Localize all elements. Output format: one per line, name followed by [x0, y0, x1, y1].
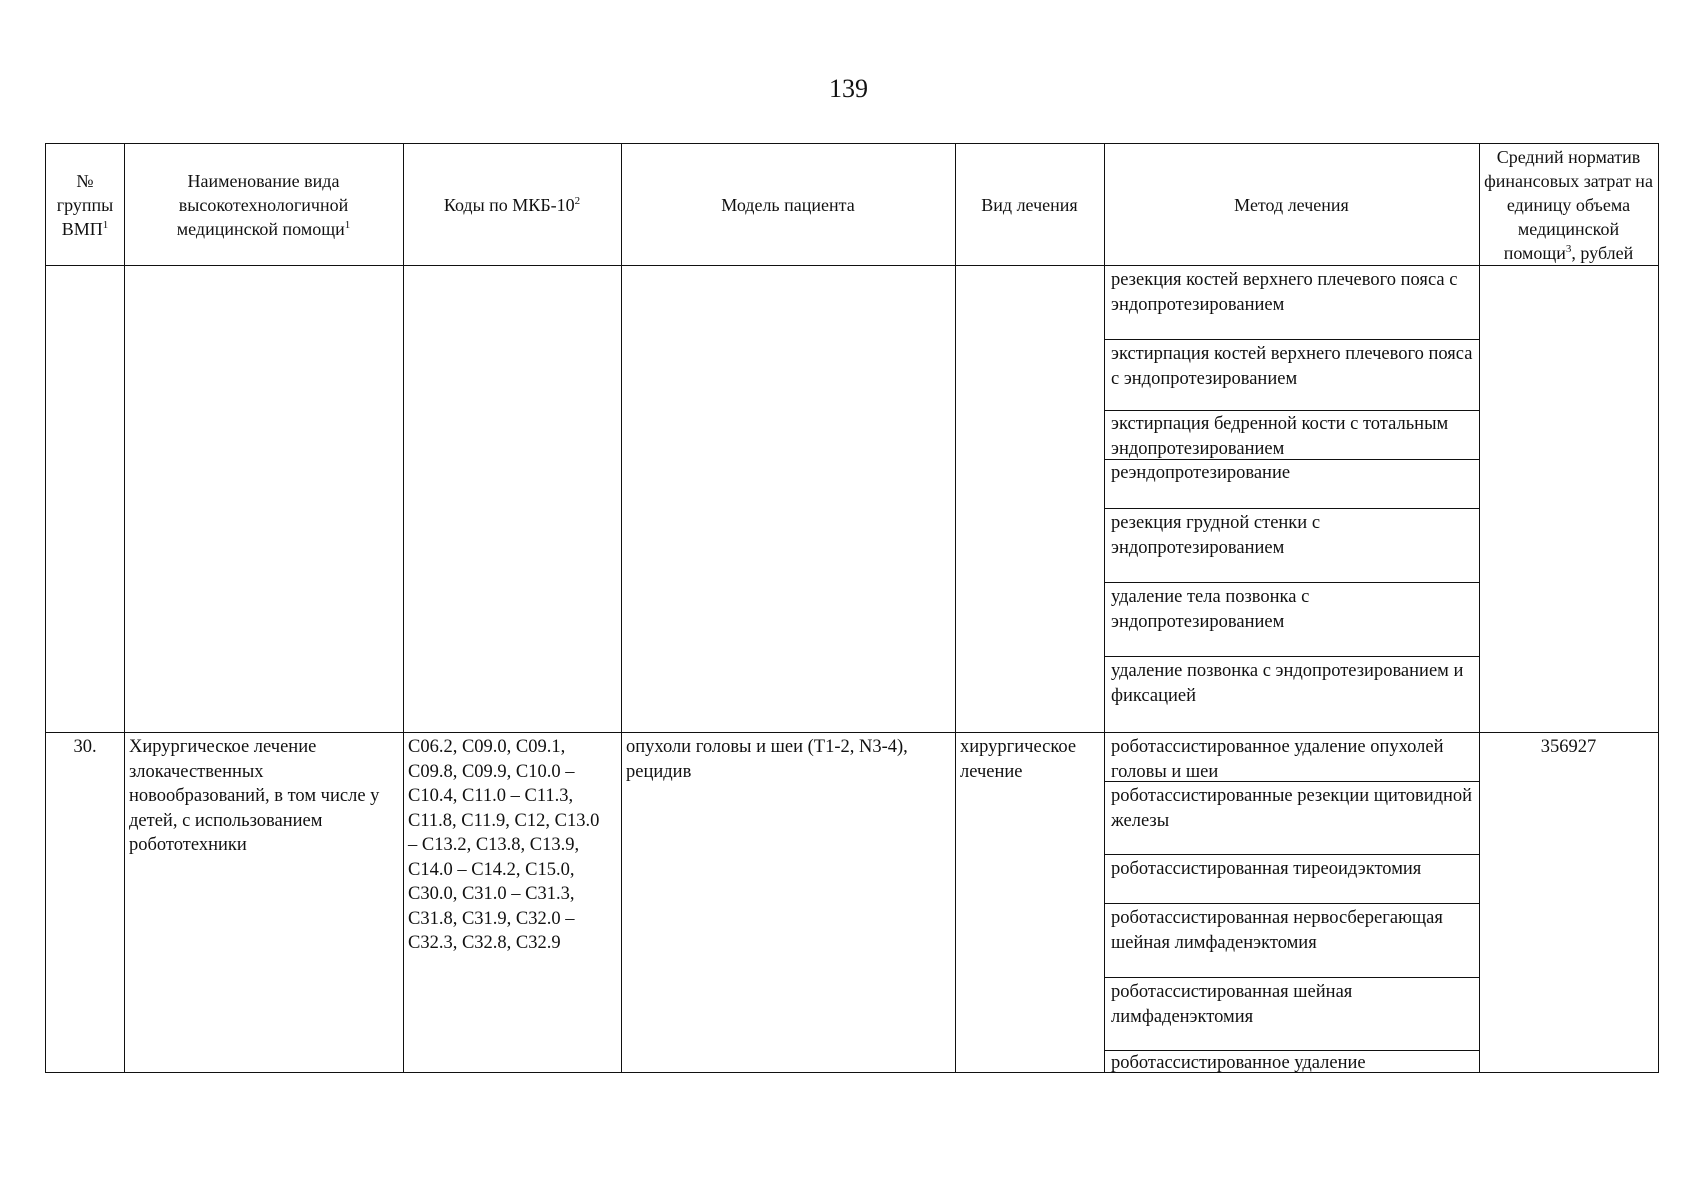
header-average-cost-unit: , рублей [1571, 243, 1634, 263]
method-item: роботассистированная нервосберегающая шейная лимфаденэктомия [1111, 908, 1443, 953]
footnote-mark: 2 [574, 195, 581, 207]
treatment-type: хирургическое лечение [960, 737, 1077, 782]
header-treatment-type [955, 144, 1104, 266]
header-average-cost [1479, 144, 1658, 266]
footnote-mark: 1 [102, 219, 109, 231]
header-treatment-method-text: Метод лечения [1234, 195, 1349, 215]
method-item: реэндопротезирование [1111, 463, 1291, 483]
header-vmp-name [124, 144, 403, 266]
column-divider [1104, 144, 1105, 1072]
footnote-mark: 3 [1565, 243, 1572, 255]
method-divider [1104, 656, 1479, 657]
header-patient-model-text: Модель пациента [721, 195, 855, 215]
header-icd-codes-text: Коды по МКБ-10 [443, 195, 575, 215]
method-divider [1104, 339, 1479, 340]
method-item: роботассистированное удаление опухолей головы и шеи [1111, 737, 1444, 782]
header-treatment-type-text: Вид лечения [981, 195, 1078, 215]
header-icd-codes [403, 144, 621, 266]
method-divider [1104, 582, 1479, 583]
method-divider [1104, 854, 1479, 855]
method-item: удаление позвонка с эндопротезированием и фиксацией [1111, 661, 1464, 706]
icd-codes: C06.2, C09.0, C09.1, C09.8, C09.9, C10.0 – C10.4, C11.0 – C11.3, C11.8, C11.9, C12, C13.0 – C13.2, C13.8, C13.9, C14.0 – C14.2, C15.0, C30.0, C31.0 – C31.3, C31.8, C31.9, C32.0 – C32.3, C32.8, C32.9 [408, 737, 600, 953]
column-divider [1479, 144, 1480, 1072]
footnote-mark: 1 [344, 219, 351, 231]
header-group-number-text: № группы ВМП [56, 171, 114, 239]
column-divider [955, 144, 956, 1072]
patient-model: опухоли головы и шеи (T1-2, N3-4), рецидив [626, 737, 908, 782]
row-divider [46, 732, 1658, 733]
average-cost: 356927 [1540, 737, 1597, 757]
vmp-table [45, 143, 1659, 1073]
header-treatment-method [1104, 144, 1479, 266]
method-item: роботассистированное удаление [1111, 1053, 1366, 1073]
method-item: экстирпация бедренной кости с тотальным эндопротезированием [1111, 414, 1449, 459]
method-item: роботассистированная тиреоидэктомия [1111, 859, 1422, 879]
vmp-name: Хирургическое лечение злокачественных новообразований, в том числе у детей, с использованием робототехники [129, 737, 380, 855]
method-item: роботассистированная шейная лимфаденэктомия [1111, 982, 1353, 1027]
group-number: 30. [73, 737, 97, 757]
method-divider [1104, 410, 1479, 411]
page-number: 139 [829, 74, 868, 103]
column-divider [621, 144, 622, 1072]
header-average-cost-text: Средний норматив финансовых затрат на единицу объема медицинской помощи [1484, 147, 1653, 263]
method-divider [1104, 508, 1479, 509]
method-item: резекция костей верхнего плечевого пояса с эндопротезированием [1111, 270, 1458, 315]
column-divider [124, 144, 125, 1072]
method-divider [1104, 903, 1479, 904]
method-item: экстирпация костей верхнего плечевого пояса с эндопротезированием [1111, 344, 1473, 389]
method-item: резекция грудной стенки с эндопротезированием [1111, 513, 1321, 558]
method-divider [1104, 977, 1479, 978]
header-vmp-name-text: Наименование вида высокотехнологичной медицинской помощи [176, 171, 349, 239]
method-item: удаление тела позвонка с эндопротезированием [1111, 587, 1310, 632]
method-item: роботассистированные резекции щитовидной железы [1111, 786, 1473, 831]
header-group-number [46, 144, 124, 266]
header-patient-model [621, 144, 955, 266]
